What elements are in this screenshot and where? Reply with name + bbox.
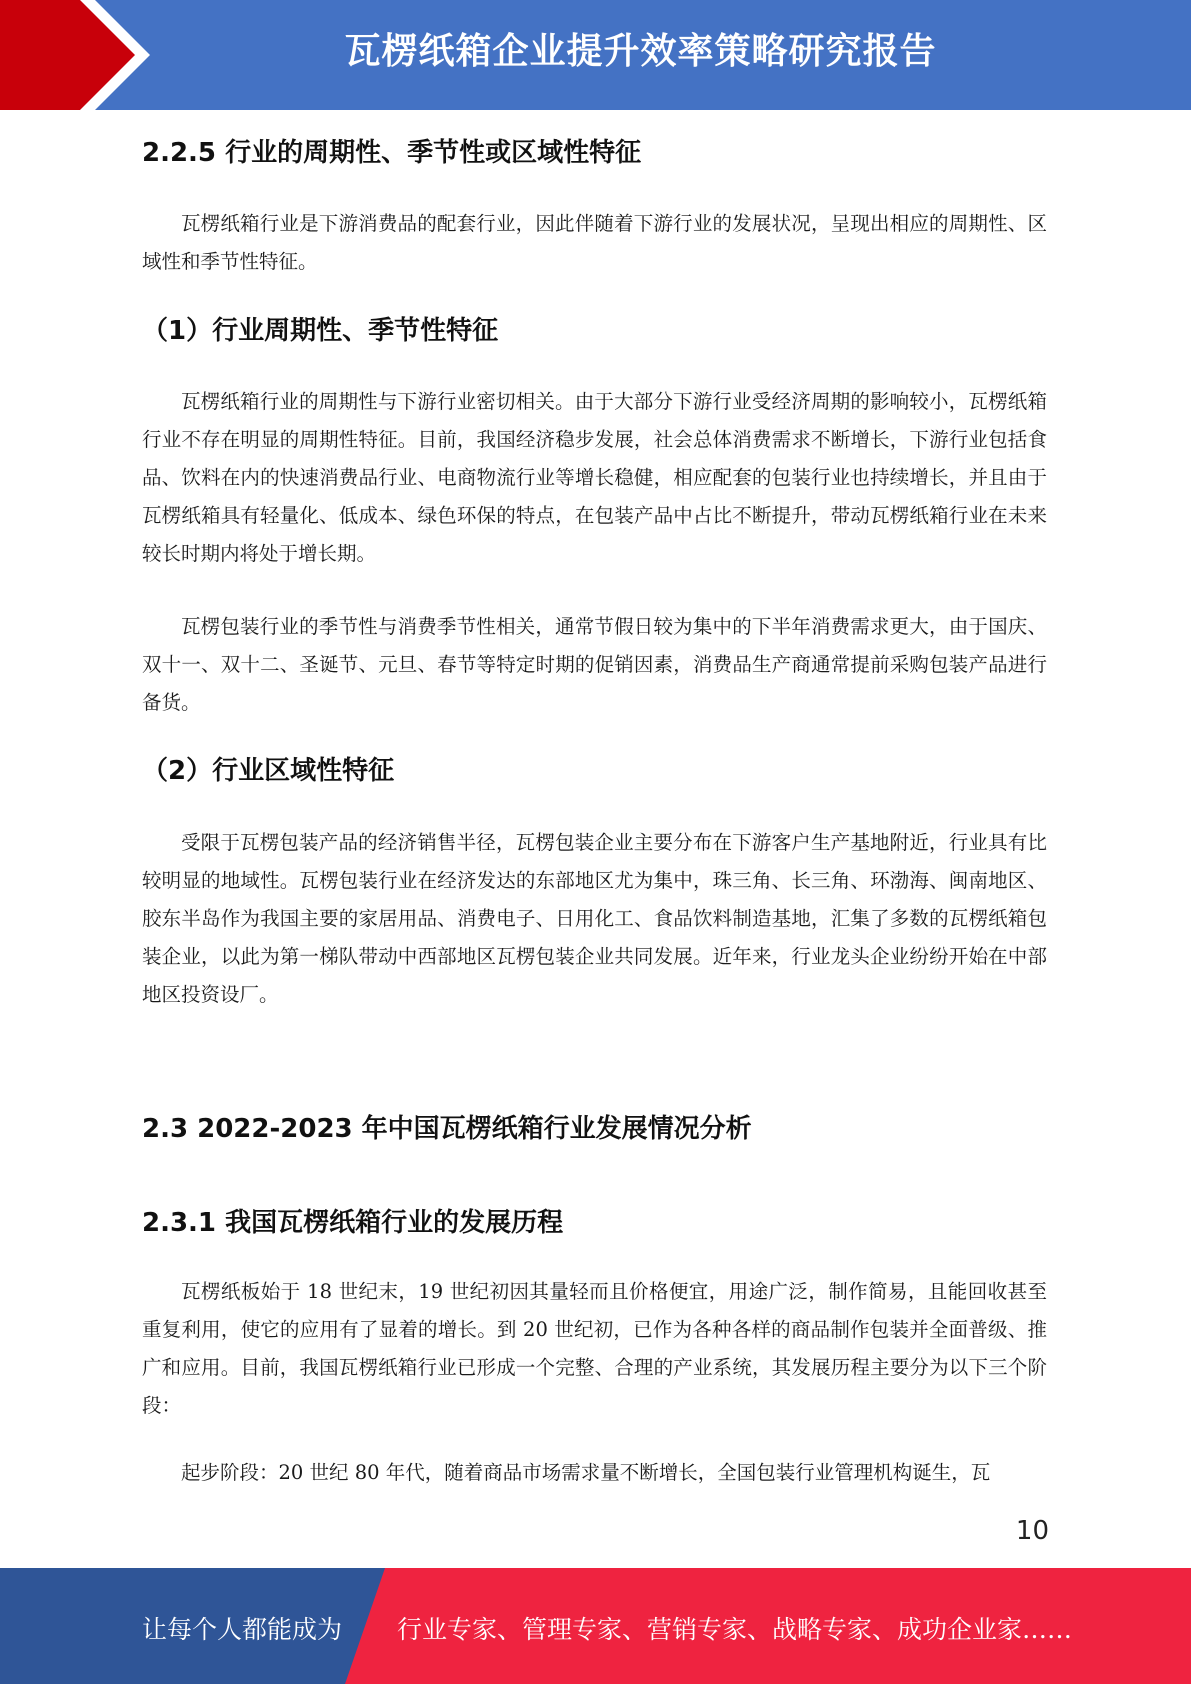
paragraph-history: 瓦楞纸板始于 18 世纪末，19 世纪初因其量轻而且价格便宜，用途广泛，制作简易，且能回收甚至重复利用，使它的应用有了显着的增长。到 20 世纪初，已作为各种各样的商品制作包装并全面普级、推广和应用。目前，我国瓦楞纸箱行业已形成一个完整、合理的产业系统，其发展历程主要分为以下三个阶段： bbox=[142, 1280, 1047, 1417]
page-number: 10 bbox=[1015, 1516, 1049, 1546]
red-chevron-decoration bbox=[0, 0, 160, 110]
report-title: 瓦楞纸箱企业提升效率策略研究报告 bbox=[344, 31, 937, 72]
paragraph-cyclical: 瓦楞纸箱行业的周期性与下游行业密切相关。由于大部分下游行业受经济周期的影响较小，瓦楞纸箱行业不存在明显的周期性特征。目前，我国经济稳步发展，社会总体消费需求不断增长，下游行业包括食品、饮料在内的快速消费品行业、电商物流行业等增长稳健，相应配套的包装行业也持续增长，并且由于瓦楞纸箱具有轻量化、低成本、绿色环保的特点，在包装产品中占比不断提升，带动瓦楞纸箱行业在未来较长时期内将处于增长期。 bbox=[142, 390, 1047, 565]
paragraph-regional: 受限于瓦楞包装产品的经济销售半径，瓦楞包装企业主要分布在下游客户生产基地附近，行业具有比较明显的地域性。瓦楞包装行业在经济发达的东部地区尤为集中，珠三角、长三角、环渤海、闽南地区、胶东半岛作为我国主要的家居用品、消费电子、日用化工、食品饮料制造基地，汇集了多数的瓦楞纸箱包装企业，以此为第一梯队带动中西部地区瓦楞包装企业共同发展。近年来，行业龙头企业纷纷开始在中部地区投资设厂。 bbox=[142, 831, 1047, 1006]
footer-slogan-right: 行业专家、管理专家、营销专家、战略专家、成功企业家…… bbox=[397, 1615, 1073, 1644]
footer-slogan-left: 让每个人都能成为 bbox=[142, 1615, 343, 1644]
paragraph-seasonal: 瓦楞包装行业的季节性与消费季节性相关，通常节假日较为集中的下半年消费需求更大，由于国庆、双十一、双十二、圣诞节、元旦、春节等特定时期的促销因素，消费品生产商通常提前采购包装产品进行备货。 bbox=[142, 615, 1047, 714]
paragraph-stage-start: 起步阶段：20 世纪 80 年代，随着商品市场需求量不断增长，全国包装行业管理机构诞生，瓦 bbox=[181, 1461, 991, 1484]
section-heading-2-3: 2.3 2022-2023 年中国瓦楞纸箱行业发展情况分析 bbox=[142, 1114, 752, 1144]
section-heading-2-2-5: 2.2.5 行业的周期性、季节性或区域性特征 bbox=[142, 138, 642, 168]
subheading-cyclical-seasonal: （1）行业周期性、季节性特征 bbox=[142, 316, 499, 346]
header-banner bbox=[0, 0, 1191, 110]
subheading-regional: （2）行业区域性特征 bbox=[142, 756, 395, 786]
section-heading-2-3-1: 2.3.1 我国瓦楞纸箱行业的发展历程 bbox=[142, 1208, 564, 1238]
paragraph-intro: 瓦楞纸箱行业是下游消费品的配套行业，因此伴随着下游行业的发展状况，呈现出相应的周期性、区域性和季节性特征。 bbox=[142, 212, 1047, 273]
footer-banner bbox=[0, 1568, 1191, 1684]
